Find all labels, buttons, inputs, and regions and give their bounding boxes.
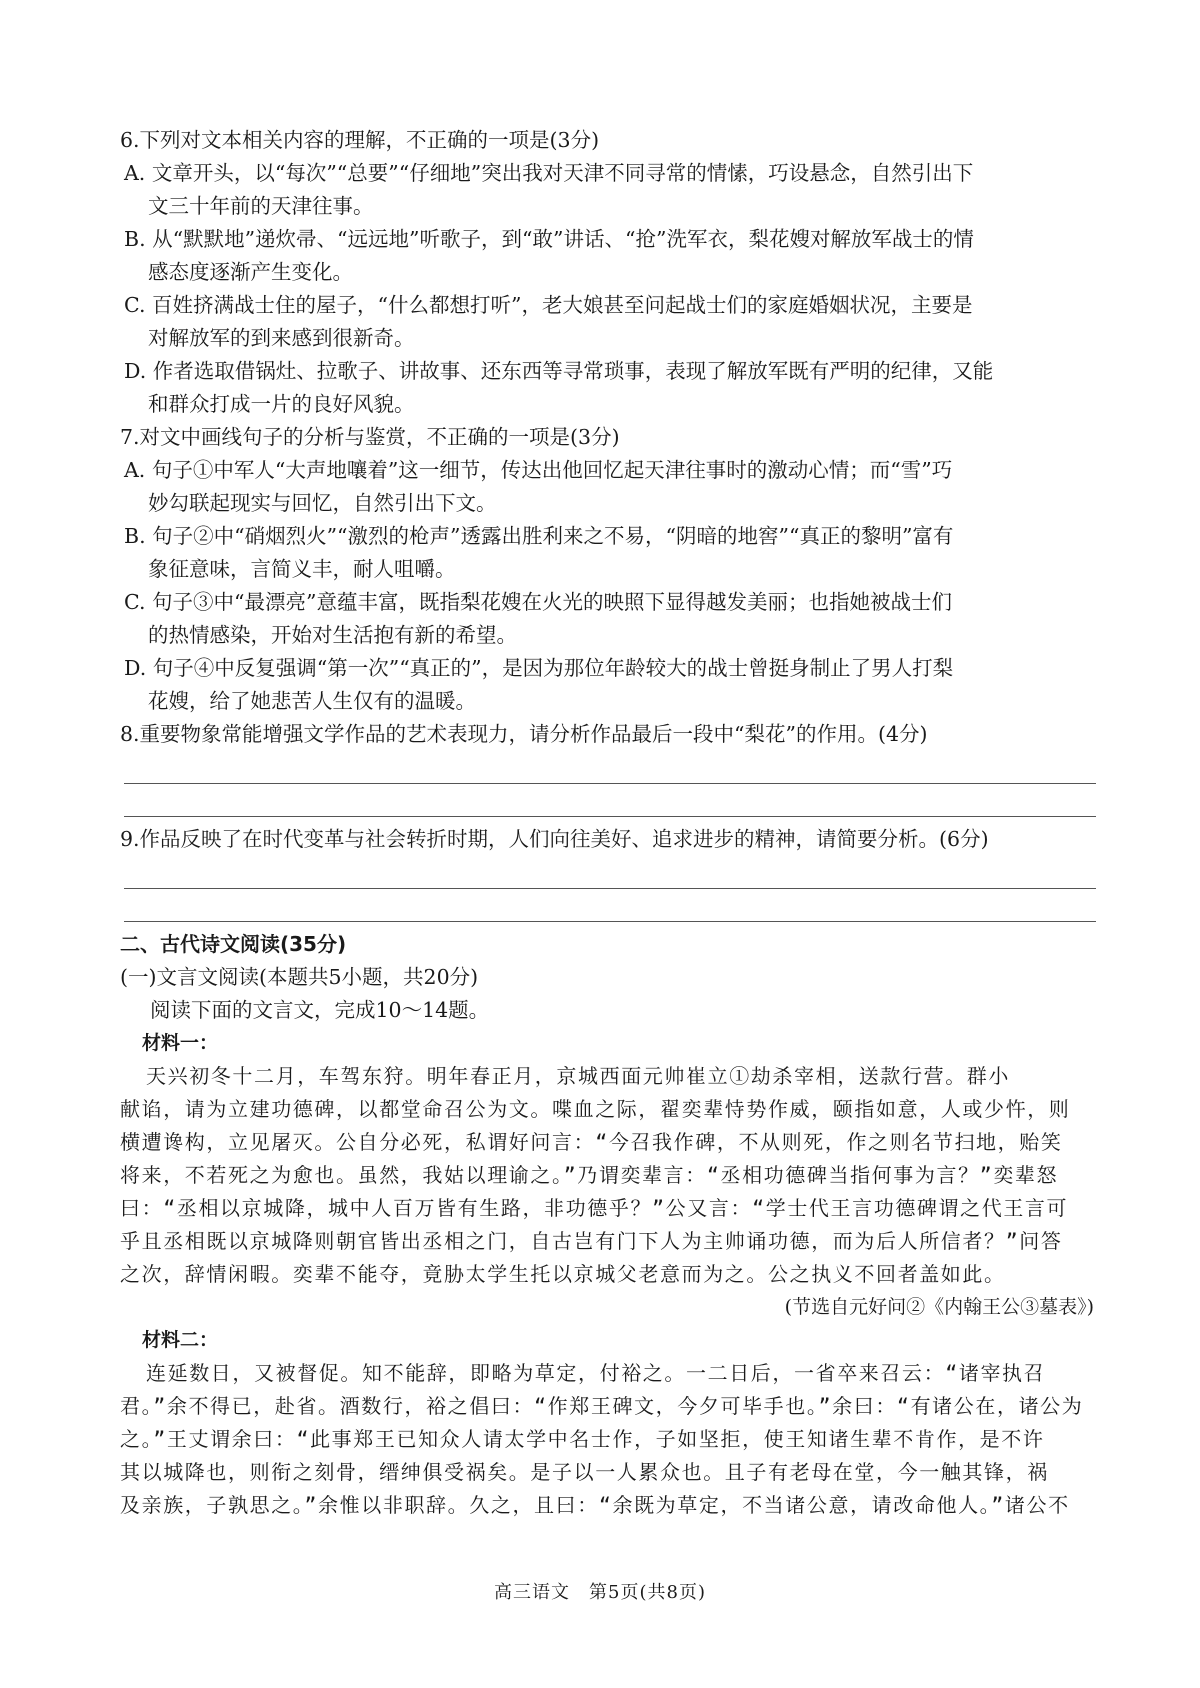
material-1-line: 横遭谗构，立见屠灭。公自分必死，私谓好问言：“今召我作碑，不从则死，作之则名节扫地，贻笑 <box>120 1130 1063 1154</box>
answer-line[interactable] <box>124 889 1096 922</box>
material-2-line: 之。”王丈谓余曰：“此事郑王已知众人请太学中名士作，子如坚拒，使王知诸生辈不肯作，是不许 <box>120 1427 1045 1451</box>
material-1-source: (节选自元好问②《内翰王公③墓表》) <box>784 1296 1094 1318</box>
question-7-option-c: C. 句子③中“最漂亮”意蕴丰富，既指梨花嫂在火光的映照下显得越发美丽；也指她被战士们 <box>124 590 952 614</box>
section-title: 二、古代诗文阅读(35分) <box>120 932 347 956</box>
question-6-option-b: B. 从“默默地”递炊帚、“远远地”听歌子，到“敢”讲话、“抢”洗军衣，梨花嫂对解放军战士的情 <box>124 227 974 251</box>
question-7-option-d-cont: 花嫂，给了她悲苦人生仅有的温暖。 <box>148 689 476 713</box>
question-8-stem: 8.重要物象常能增强文学作品的艺术表现力，请分析作品最后一段中“梨花”的作用。(4分) <box>120 722 928 746</box>
answer-line[interactable] <box>124 856 1096 889</box>
question-6-option-b-cont: 感态度逐渐产生变化。 <box>148 260 353 284</box>
question-6-option-d: D. 作者选取借锅灶、拉歌子、讲故事、还东西等寻常琐事，表现了解放军既有严明的纪律，又能 <box>124 359 994 383</box>
material-1-line: 将来，不若死之为愈也。虽然，我姑以理谕之。”乃谓奕辈言：“丞相功德碑当指何事为言？”奕辈怒 <box>120 1163 1059 1187</box>
question-6-option-a: A. 文章开头，以“每次”“总要”“仔细地”突出我对天津不同寻常的情愫，巧设悬念，自然引出下 <box>124 161 974 185</box>
answer-line[interactable] <box>124 751 1096 784</box>
subsection-title: (一)文言文阅读(本题共5小题，共20分) <box>120 965 479 989</box>
question-7-option-d: D. 句子④中反复强调“第一次”“真正的”，是因为那位年龄较大的战士曾挺身制止了男人打梨 <box>124 656 954 680</box>
question-7-option-c-cont: 的热情感染，开始对生活抱有新的希望。 <box>148 623 517 647</box>
page-footer: 高三语文 第5页(共8页) <box>494 1582 706 1603</box>
material-1-line: 曰：“丞相以京城降，城中人百万皆有生路，非功德乎？”公又言：“学士代王言功德碑谓之代王言可 <box>120 1196 1069 1220</box>
question-7-option-b-cont: 象征意味，言简义丰，耐人咀嚼。 <box>148 557 456 581</box>
answer-line[interactable] <box>124 784 1096 817</box>
reading-instruction: 阅读下面的文言文，完成10～14题。 <box>150 998 490 1022</box>
material-1-label: 材料一： <box>142 1032 219 1054</box>
material-1-line: 之次，辞情闲暇。奕辈不能夺，竟胁太学生托以京城父老意而为之。公之执义不回者盖如此。 <box>120 1262 1006 1286</box>
question-7-option-b: B. 句子②中“硝烟烈火”“激烈的枪声”透露出胜利来之不易，“阴暗的地窖”“真正的黎明”富有 <box>124 524 954 548</box>
question-7-option-a-cont: 妙勾联起现实与回忆，自然引出下文。 <box>148 491 497 515</box>
question-6-option-d-cont: 和群众打成一片的良好风貌。 <box>148 392 415 416</box>
question-6-stem: 6.下列对文本相关内容的理解，不正确的一项是(3分) <box>120 128 600 152</box>
question-9-stem: 9.作品反映了在时代变革与社会转折时期，人们向往美好、追求进步的精神，请简要分析。(6分) <box>120 827 989 851</box>
material-1-line: 乎且丞相既以京城降则朝官皆出丞相之门，自古岂有门下人为主帅诵功德，而为后人所信者？”问答 <box>120 1229 1063 1253</box>
question-6-option-a-cont: 文三十年前的天津往事。 <box>148 194 374 218</box>
question-6-option-c: C. 百姓挤满战士住的屋子，“什么都想打听”，老大娘甚至问起战士们的家庭婚姻状况，主要是 <box>124 293 973 317</box>
material-2-line: 连延数日，又被督促。知不能辞，即略为草定，付裕之。一二日后，一省卒来召云：“诸宰执召 <box>146 1361 1046 1385</box>
question-7-option-a: A. 句子①中军人“大声地嚷着”这一细节，传达出他回忆起天津往事时的激动心情；而“雪”巧 <box>124 458 953 482</box>
material-2-line: 及亲族，子孰思之。”余惟以非职辞。久之，且曰：“余既为草定，不当诸公意，请改命他人。”诸公不 <box>120 1493 1070 1517</box>
material-2-line: 君。”余不得已，赴省。酒数行，裕之倡曰：“作郑王碑文，今夕可毕手也。”余曰：“有诸公在，诸公为 <box>120 1394 1084 1418</box>
material-1-line: 献谄，请为立建功德碑，以都堂命召公为文。喋血之际，翟奕辈恃势作威，颐指如意，人或少忤，则 <box>120 1097 1071 1121</box>
material-1-line: 天兴初冬十二月，车驾东狩。明年春正月，京城西面元帅崔立①劫杀宰相，送款行营。群小 <box>146 1064 1010 1088</box>
page-content <box>120 124 1100 1522</box>
material-2-label: 材料二： <box>142 1329 219 1351</box>
question-6-option-c-cont: 对解放军的到来感到很新奇。 <box>148 326 415 350</box>
question-7-stem: 7.对文中画线句子的分析与鉴赏，不正确的一项是(3分) <box>120 425 620 449</box>
material-2-line: 其以城降也，则衔之刻骨，缙绅俱受祸矣。是子以一人累众也。且子有老母在堂，今一触其锋，祸 <box>120 1460 1049 1484</box>
